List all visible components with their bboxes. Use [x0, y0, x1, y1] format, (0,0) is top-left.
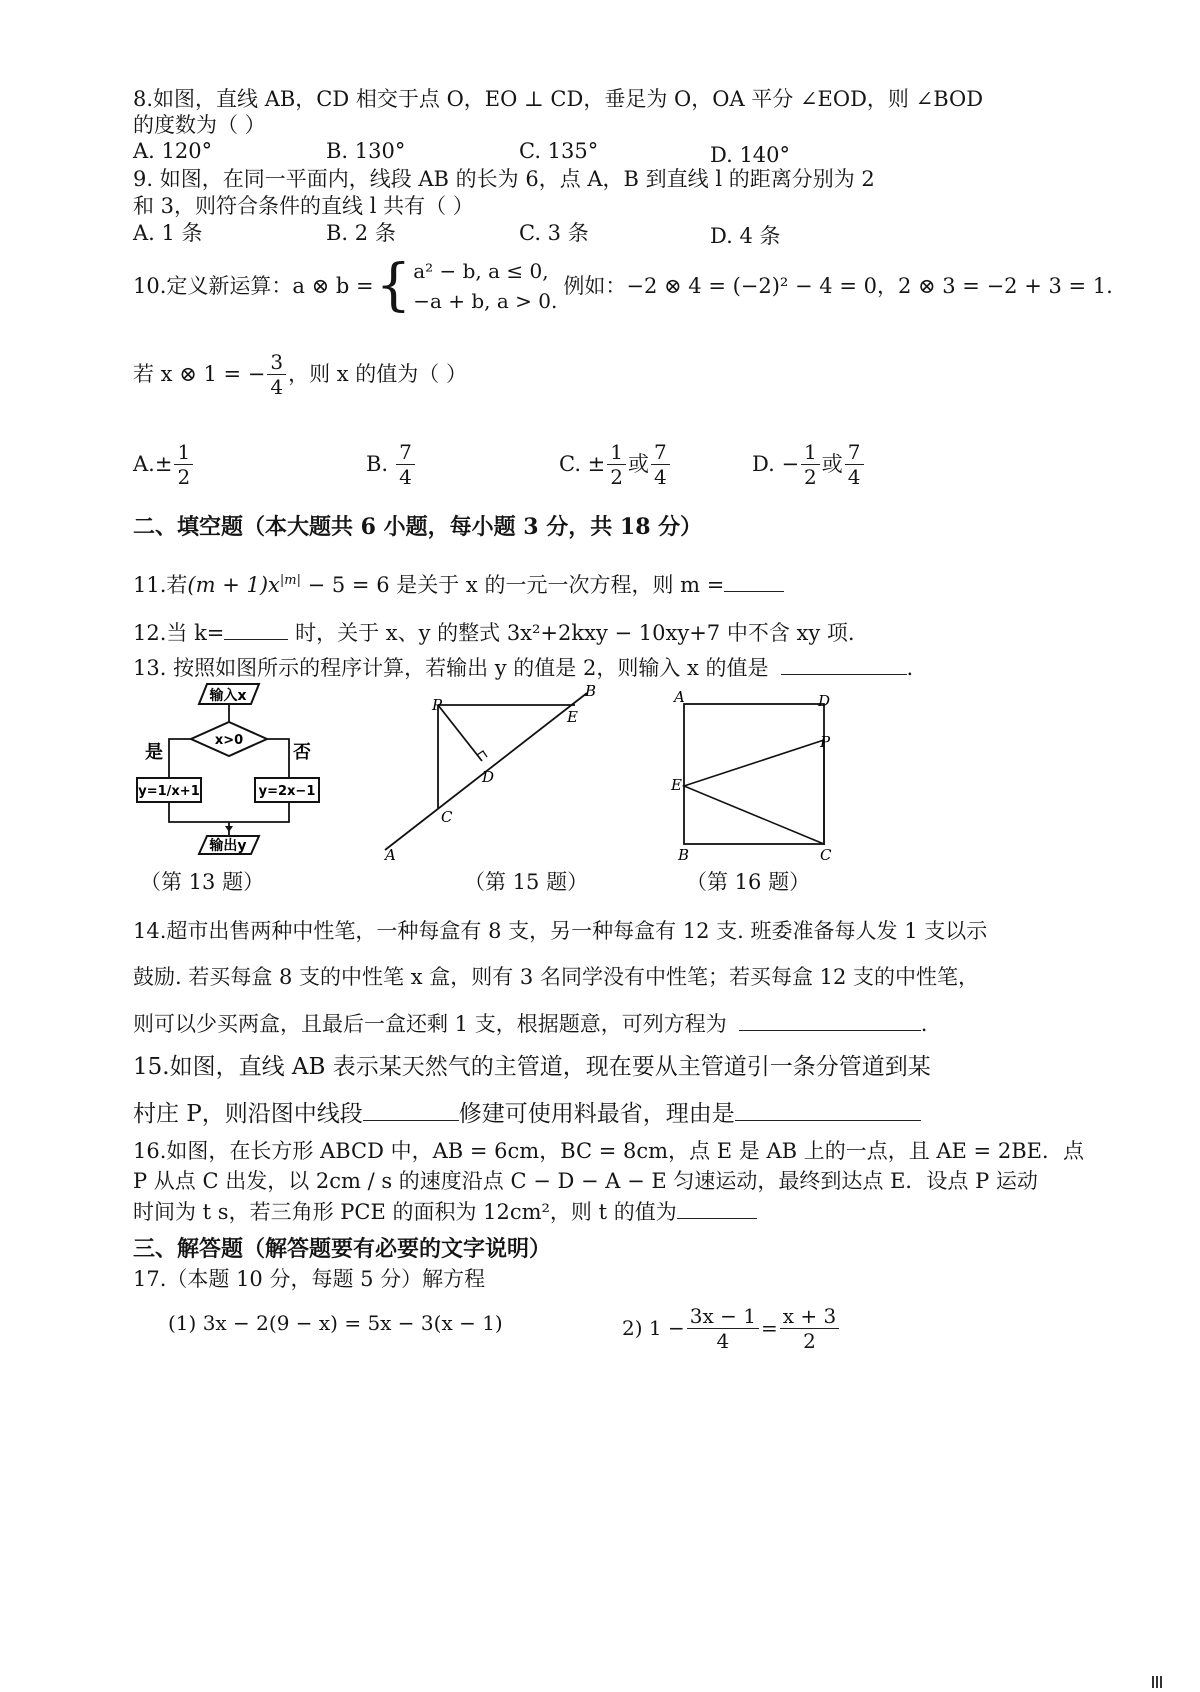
q10-case1: a² − b, a ≤ 0, — [413, 259, 549, 283]
q13-end: . — [906, 656, 914, 680]
q14-line3-text: 则可以少买两盒，且最后一盒还剩 1 支，根据题意，可列方程为 — [133, 1012, 727, 1036]
q10-case2: −a + b, a > 0. — [413, 289, 558, 313]
eq2-prefix: 2) 1 − — [622, 1316, 685, 1340]
label-e: E — [567, 708, 578, 726]
q9-option-a: A. 1 条 — [133, 221, 203, 245]
q9-line2: 和 3，则符合条件的直线 l 共有（ ） — [133, 194, 474, 218]
label-d: D — [482, 768, 495, 786]
q16-line1: 16.如图，在长方形 ABCD 中，AB = 6cm，BC = 8cm，点 E 是 AB 上的一点，且 AE = 2BE．点 — [133, 1139, 1084, 1163]
section3-heading: 三、解答题（解答题要有必要的文字说明） — [133, 1236, 552, 1262]
q16-line3 — [133, 1196, 757, 1227]
answer-blank[interactable] — [677, 1196, 757, 1219]
label-d: D — [818, 692, 831, 710]
q12 — [133, 617, 855, 648]
fraction-denominator: 4 — [270, 374, 284, 399]
q15-line2a: 村庄 P，则沿图中线段 — [133, 1101, 363, 1127]
q10-cond-suffix: ，则 x 的值为（ ） — [288, 362, 467, 386]
yes-label: 是 — [145, 742, 163, 763]
label-a: A — [385, 846, 396, 864]
q11 — [133, 566, 784, 600]
answer-blank[interactable] — [224, 617, 288, 640]
q17-equation-1: (1) 3x − 2(9 − x) = 5x − 3(x − 1) — [168, 1311, 503, 1335]
caption-15: （第 15 题） — [464, 870, 589, 894]
flowchart-diagram — [135, 680, 335, 860]
fraction-numerator: 7 — [845, 440, 864, 465]
scanner-logo-icon — [1152, 1676, 1164, 1688]
caption-13: （第 13 题） — [140, 870, 265, 894]
fraction — [687, 1304, 759, 1353]
figure-15 — [375, 678, 615, 868]
fraction — [396, 440, 415, 489]
q10-definition — [133, 253, 1113, 318]
q9-option-d: D. 4 条 — [710, 224, 781, 248]
q10-prefix: 10.定义新运算：a ⊗ b = — [133, 274, 374, 298]
label-p: P — [432, 696, 443, 714]
rectangle-abcd — [684, 704, 824, 844]
q11-equation: (m + 1)x — [187, 573, 280, 597]
option-label: C. ± — [559, 452, 606, 476]
input-label: 输入x — [209, 688, 247, 704]
q8-option-a: A. 120° — [133, 139, 213, 163]
q14-line1: 14.超市出售两种中性笔，一种每盒有 8 支，另一种每盒有 12 支. 班委准备每人发 1 支以示 — [133, 919, 988, 943]
q10-option-c — [559, 436, 672, 492]
fraction — [801, 440, 820, 489]
q10-cond-prefix: 若 x ⊗ 1 = − — [133, 362, 266, 386]
q14-line2: 鼓励. 若买每盒 8 支的中性笔 x 盒，则有 3 名同学没有中性笔；若买每盒 12 支的中性笔， — [133, 965, 980, 989]
q11-exponent: |m| — [279, 573, 301, 588]
q15-line1: 15.如图，直线 AB 表示某天然气的主管道，现在要从主管道引一条分管道到某 — [133, 1054, 931, 1080]
or-word: 或 — [628, 452, 649, 476]
left-process-label: y=1/x+1 — [138, 784, 200, 799]
condition-label: x>0 — [214, 733, 244, 748]
q10-option-b — [366, 436, 417, 492]
right-process-label: y=2x−1 — [258, 784, 316, 799]
q16-line2: P 从点 C 出发，以 2cm / s 的速度沿点 C − D − A − E 匀速运动，最终到达点 E．设点 P 运动 — [133, 1169, 1038, 1193]
fraction-numerator: 1 — [801, 440, 820, 465]
q14-end: . — [920, 1012, 928, 1036]
q11-prefix: 11.若 — [133, 573, 188, 597]
caption-16: （第 16 题） — [686, 870, 811, 894]
q17-title: 17.（本题 10 分，每题 5 分）解方程 — [133, 1267, 486, 1291]
q12-prefix: 12.当 k= — [133, 621, 225, 645]
q16-line3-text: 时间为 t s，若三角形 PCE 的面积为 12cm²，则 t 的值为 — [133, 1200, 677, 1224]
label-p: P — [820, 733, 831, 751]
q15-line2b: 修建可使用料最省，理由是 — [458, 1101, 735, 1127]
label-b: B — [678, 846, 690, 864]
fraction — [651, 440, 670, 489]
q11-suffix: 是关于 x 的一元一次方程，则 m = — [389, 573, 725, 597]
q17-equation-2 — [622, 1300, 841, 1356]
q13-text: 13. 按照如图所示的程序计算，若输出 y 的值是 2，则输入 x 的值是 — [133, 656, 769, 680]
q9-line1: 9. 如图，在同一平面内，线段 AB 的长为 6，点 A，B 到直线 l 的距离分别为 2 — [133, 167, 875, 191]
brace-symbol: { — [375, 253, 412, 318]
fraction-numerator: 7 — [396, 440, 415, 465]
fraction-numerator: 7 — [651, 440, 670, 465]
fraction — [607, 440, 626, 489]
answer-blank[interactable] — [781, 652, 907, 675]
answer-blank[interactable] — [735, 1098, 921, 1121]
fraction-denominator: 4 — [654, 464, 667, 489]
fraction-denominator: 2 — [803, 1328, 816, 1353]
fraction-denominator: 4 — [716, 1328, 730, 1353]
label-b: B — [585, 682, 597, 700]
fraction-numerator: 3x − 1 — [687, 1304, 759, 1329]
q8-line2: 的度数为（ ） — [133, 113, 266, 137]
segment-pd — [438, 705, 482, 761]
figure-16 — [670, 678, 860, 868]
or-word: 或 — [821, 452, 843, 476]
label-a: A — [674, 688, 685, 706]
fraction-numerator: 1 — [607, 440, 626, 465]
q12-suffix: 时，关于 x、y 的整式 3x²+2kxy − 10xy+7 中不含 xy 项. — [288, 621, 855, 645]
option-label: D. − — [752, 452, 800, 476]
fraction — [174, 440, 193, 489]
q14-line3 — [133, 1008, 927, 1039]
q9-option-b: B. 2 条 — [326, 221, 396, 245]
fraction-denominator: 4 — [399, 464, 412, 489]
q10-option-d — [752, 436, 866, 492]
q8-option-c: C. 135° — [519, 139, 599, 163]
output-label: 输出y — [209, 838, 247, 854]
fraction-denominator: 2 — [804, 464, 817, 489]
q8-line1: 8.如图，直线 AB，CD 相交于点 O，EO ⊥ CD，垂足为 O，OA 平分 ∠EOD，则 ∠BOD — [133, 87, 984, 111]
fraction-numerator: 3 — [267, 350, 286, 375]
fraction-denominator: 2 — [177, 464, 191, 489]
q8-option-d: D. 140° — [710, 143, 791, 167]
fraction-numerator: x + 3 — [780, 1304, 839, 1329]
q15-line2 — [133, 1097, 921, 1131]
fraction-denominator: 2 — [610, 464, 623, 489]
q8-option-b: B. 130° — [326, 139, 406, 163]
triangle-pce — [684, 740, 824, 844]
fraction — [780, 1304, 839, 1353]
section2-heading: 二、填空题（本大题共 6 小题，每小题 3 分，共 18 分） — [133, 514, 703, 540]
q10-condition — [133, 346, 467, 402]
answer-blank[interactable] — [724, 569, 784, 592]
fraction — [845, 440, 864, 489]
fraction-numerator: 1 — [174, 440, 193, 465]
label-e: E — [671, 776, 682, 794]
answer-blank[interactable] — [739, 1008, 921, 1031]
q10-option-a — [133, 436, 195, 492]
q10-example: 例如：−2 ⊗ 4 = (−2)² − 4 = 0，2 ⊗ 3 = −2 + 3 = 1. — [563, 274, 1113, 298]
q10-cases — [413, 256, 557, 316]
fraction — [267, 350, 286, 399]
no-label: 否 — [293, 742, 311, 763]
answer-blank[interactable] — [363, 1098, 459, 1121]
fraction-denominator: 4 — [847, 464, 861, 489]
q11-equation-rest: − 5 = 6 — [300, 573, 390, 597]
option-label: A.± — [133, 452, 173, 476]
label-c: C — [441, 808, 453, 826]
label-c: C — [820, 846, 832, 864]
equals-sign: = — [760, 1316, 778, 1340]
q9-option-c: C. 3 条 — [519, 221, 589, 245]
option-label: B. — [366, 452, 389, 476]
